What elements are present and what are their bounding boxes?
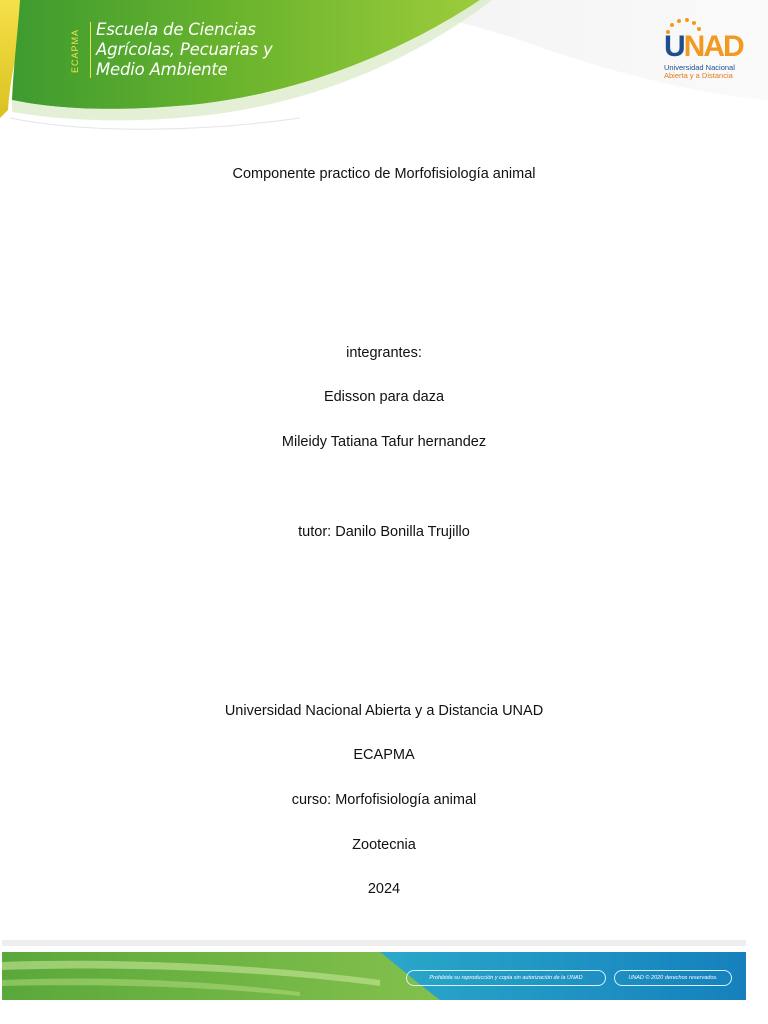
university-name: Universidad Nacional Abierta y a Distancia UNAD [224, 703, 544, 719]
logo-subtitle [664, 64, 735, 80]
document-title: Componente practico de Morfofisiología animal [232, 166, 536, 182]
unad-logo [660, 18, 750, 88]
ecapma-vertical-label: ECAPMA [70, 29, 80, 74]
members-label: integrantes: [346, 345, 422, 361]
course-line: curso: Morfofisiología animal [291, 792, 477, 808]
tutor-line: tutor: Danilo Bonilla Trujillo [298, 524, 470, 540]
member-2: Mileidy Tatiana Tafur hernandez [281, 434, 487, 450]
header-separator [90, 22, 91, 78]
header-banner [0, 0, 768, 140]
footer-copyright: UNAD © 2020 derechos reservados. [614, 970, 732, 986]
school-name-line-3: Medio Ambiente [96, 60, 228, 79]
footer-reproduction-notice: Prohibida su reproducción y copia sin autorización de la UNAD [406, 970, 606, 986]
member-1: Edisson para daza [323, 389, 445, 405]
logo-letters-nad: NAD [683, 30, 743, 63]
school-name-line-2: Agrícolas, Pecuarias y [96, 40, 273, 59]
year-line: 2024 [367, 881, 401, 897]
program-line: Zootecnia [352, 837, 416, 853]
school-name-line-1: Escuela de Ciencias [96, 20, 256, 39]
logo-letter-u: U [664, 30, 684, 63]
logo-subtitle-line-2: Abierta y a Distancia [664, 71, 733, 80]
logo-subtitle-line-1: Universidad Nacional [664, 63, 735, 72]
logo-wordmark [664, 30, 743, 64]
footer-banner [0, 940, 768, 1010]
school-acronym: ECAPMA [353, 747, 415, 763]
school-name [96, 20, 273, 80]
